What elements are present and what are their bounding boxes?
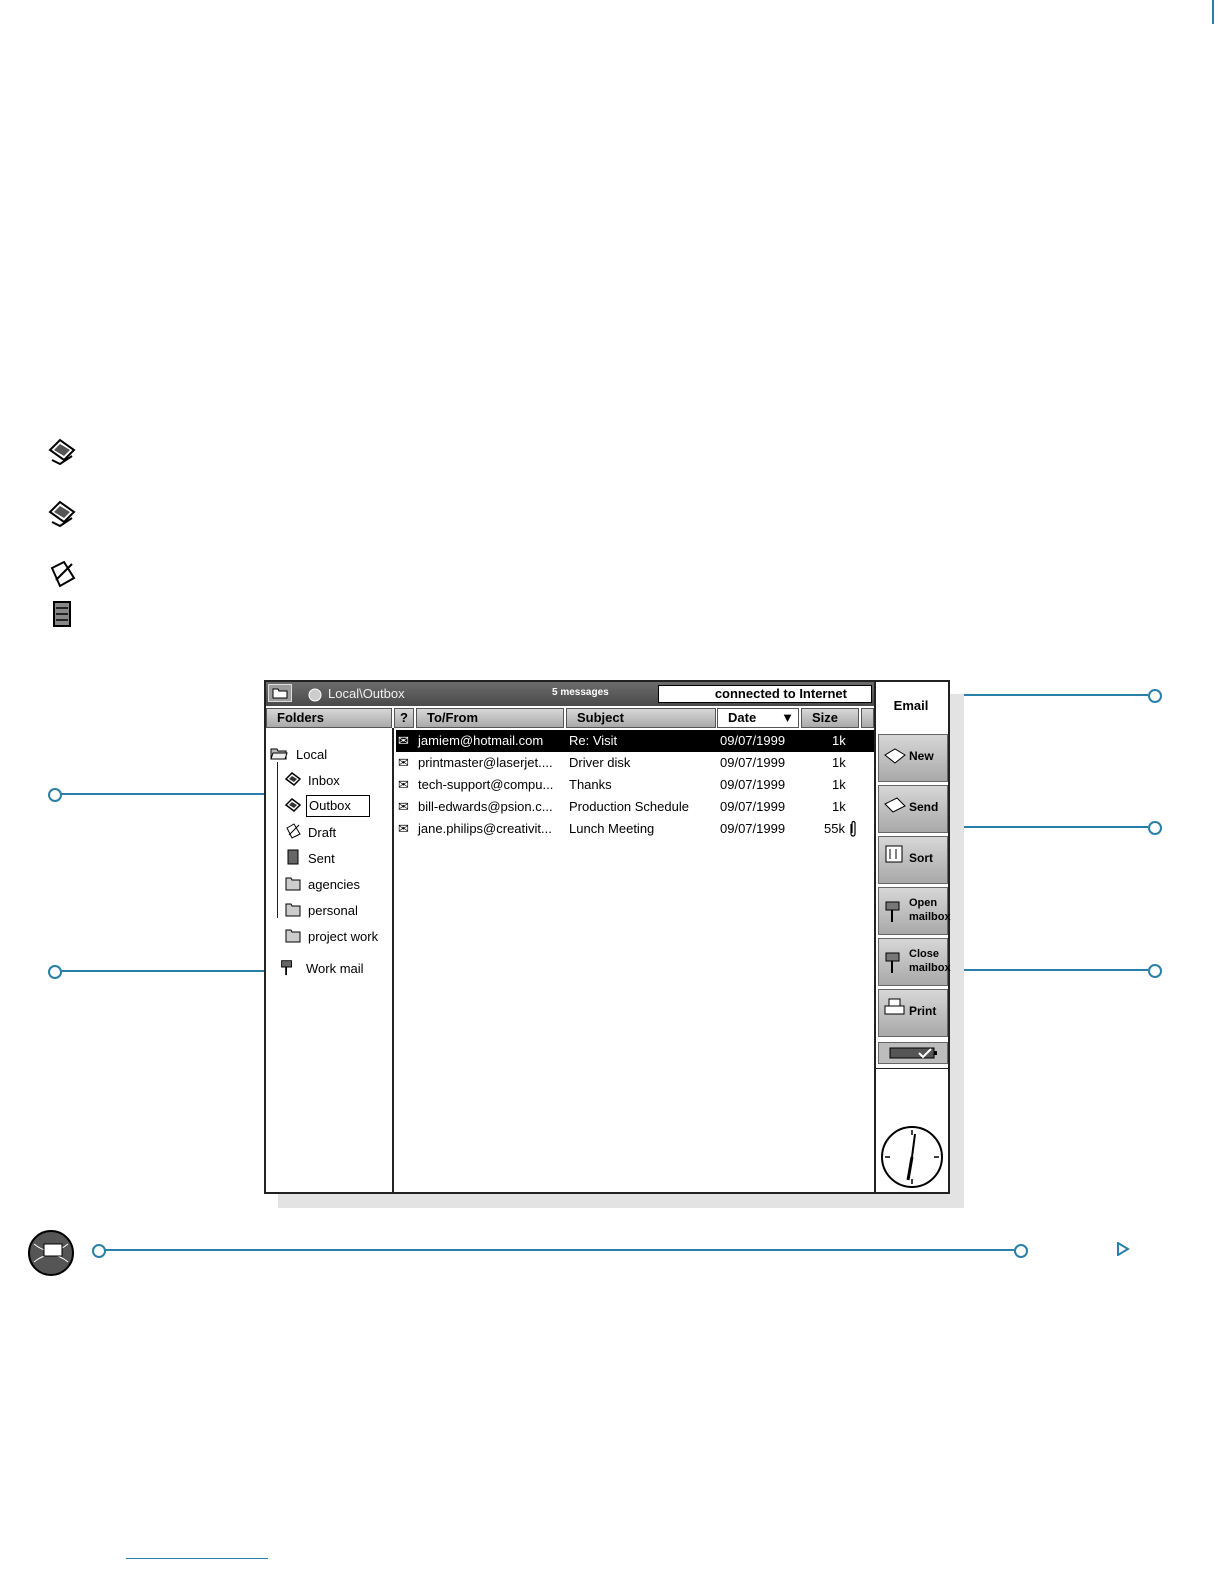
message-row[interactable] <box>396 730 874 752</box>
folder-personal[interactable]: personal <box>308 903 358 918</box>
message-subject: Re: Visit <box>569 733 618 748</box>
close-mailbox-button-label: Close mailbox <box>909 948 951 974</box>
folder-path: Local\Outbox <box>328 686 405 701</box>
draft-icon <box>46 558 78 590</box>
message-date: 09/07/1999 <box>720 755 786 770</box>
inbox-icon <box>284 770 302 788</box>
folder-draft[interactable]: Draft <box>308 825 337 840</box>
message-size: 1k <box>832 777 846 792</box>
message-status-icon: ✉ <box>398 755 409 770</box>
message-subject: Thanks <box>569 777 612 792</box>
folder-inbox[interactable]: Inbox <box>308 773 340 788</box>
open-mailbox-button-label: Open mailbox <box>909 897 951 923</box>
date-column-header[interactable] <box>717 708 799 728</box>
open-folder-icon <box>270 744 288 762</box>
mail-globe-icon <box>306 686 324 702</box>
folder-menu-button[interactable] <box>268 684 292 702</box>
send-button[interactable] <box>878 785 948 833</box>
folder-local[interactable]: Local <box>296 747 328 762</box>
callout-status-dot <box>1148 689 1162 703</box>
inbox-icon <box>46 434 78 466</box>
size-column-header[interactable]: Size <box>801 708 859 728</box>
message-row[interactable] <box>396 752 874 774</box>
footer-callout-dot <box>1014 1244 1028 1258</box>
footer-callout-line <box>102 1249 1014 1251</box>
sort-desc-icon: ▼ <box>781 710 794 725</box>
message-count: 5 messages <box>552 687 609 698</box>
battery-icon <box>889 1047 939 1059</box>
battery-indicator <box>878 1042 948 1064</box>
draft-icon <box>284 822 302 840</box>
folders-header[interactable]: Folders <box>266 708 392 728</box>
print-button[interactable] <box>878 989 948 1037</box>
message-status-icon: ✉ <box>398 821 409 836</box>
message-size: 55k <box>824 821 845 836</box>
message-status-icon: ✉ <box>398 777 409 792</box>
message-subject: Driver disk <box>569 755 631 770</box>
callout-folders-line <box>58 793 274 795</box>
message-row[interactable] <box>396 818 874 840</box>
sort-button-label: Sort <box>909 851 933 865</box>
toolbar-divider <box>876 1068 948 1069</box>
message-row[interactable] <box>396 774 874 796</box>
message-to-from: jamiem@hotmail.com <box>418 733 544 748</box>
tree-line <box>277 762 278 918</box>
open-mailbox-icon <box>883 898 905 924</box>
folder-icon <box>269 685 291 701</box>
message-to-from: tech-support@compu... <box>418 777 554 792</box>
close-mailbox-button[interactable] <box>878 938 951 986</box>
new-mail-icon <box>883 747 907 767</box>
clock-icon <box>879 1124 945 1190</box>
message-to-from: jane.philips@creativit... <box>418 821 552 836</box>
outbox-icon <box>284 796 302 814</box>
footer-callout-dot <box>92 1244 106 1258</box>
folder-icon <box>284 874 302 892</box>
sort-button[interactable] <box>878 836 948 884</box>
folder-outbox[interactable]: Outbox <box>306 795 370 817</box>
message-date: 09/07/1999 <box>720 733 786 748</box>
header-spacer <box>861 708 874 728</box>
callout-mailbox-line <box>58 970 270 972</box>
message-subject: Lunch Meeting <box>569 821 655 836</box>
outbox-icon <box>46 496 78 528</box>
connection-status: connected to Internet <box>658 685 872 703</box>
subject-column-header[interactable]: Subject <box>566 708 716 728</box>
folder-agencies[interactable]: agencies <box>308 877 361 892</box>
email-globe-icon <box>26 1228 76 1278</box>
print-button-label: Print <box>909 1004 937 1018</box>
message-subject: Production Schedule <box>569 799 689 814</box>
message-size: 1k <box>832 755 846 770</box>
new-button-label: New <box>909 749 934 763</box>
folder-project-work[interactable]: project work <box>308 929 379 944</box>
email-app-window <box>264 680 950 1194</box>
paperclip-icon <box>848 820 858 838</box>
message-to-from: printmaster@laserjet.... <box>418 755 553 770</box>
mailbox-icon <box>278 958 296 976</box>
new-button[interactable] <box>878 734 948 782</box>
title-bar <box>266 682 874 706</box>
message-status-icon: ✉ <box>398 733 409 748</box>
sent-icon <box>46 598 78 630</box>
message-date: 09/07/1999 <box>720 777 786 792</box>
printer-icon <box>882 996 908 1018</box>
message-row[interactable] <box>396 796 874 818</box>
send-button-label: Send <box>909 800 939 814</box>
folder-icon <box>284 926 302 944</box>
folder-work-mail[interactable]: Work mail <box>306 961 364 976</box>
date-column-label: Date <box>728 710 757 725</box>
footnote-rule <box>126 1558 268 1559</box>
message-size: 1k <box>832 733 846 748</box>
toolbar-title: Email <box>893 698 929 713</box>
send-icon <box>883 794 907 814</box>
toolbar <box>874 682 951 1192</box>
callout-attachment-dot <box>1148 821 1162 835</box>
callout-folders-dot <box>48 788 62 802</box>
flag-column-header[interactable]: ? <box>394 708 414 728</box>
next-page-icon[interactable] <box>1116 1242 1130 1256</box>
message-to-from: bill-edwards@psion.c... <box>418 799 553 814</box>
folder-icon <box>284 900 302 918</box>
message-size: 1k <box>832 799 846 814</box>
folder-pane <box>266 728 394 1194</box>
sent-icon <box>284 848 302 866</box>
message-date: 09/07/1999 <box>720 799 786 814</box>
message-date: 09/07/1999 <box>720 821 786 836</box>
folder-sent[interactable]: Sent <box>308 851 335 866</box>
close-mailbox-icon <box>883 949 905 975</box>
to-from-column-header[interactable]: To/From <box>416 708 564 728</box>
corner-rule <box>1212 0 1214 24</box>
open-mailbox-button[interactable] <box>878 887 951 935</box>
callout-list-dot <box>1148 964 1162 978</box>
sort-icon <box>883 843 907 865</box>
message-status-icon: ✉ <box>398 799 409 814</box>
callout-mailbox-dot <box>48 965 62 979</box>
